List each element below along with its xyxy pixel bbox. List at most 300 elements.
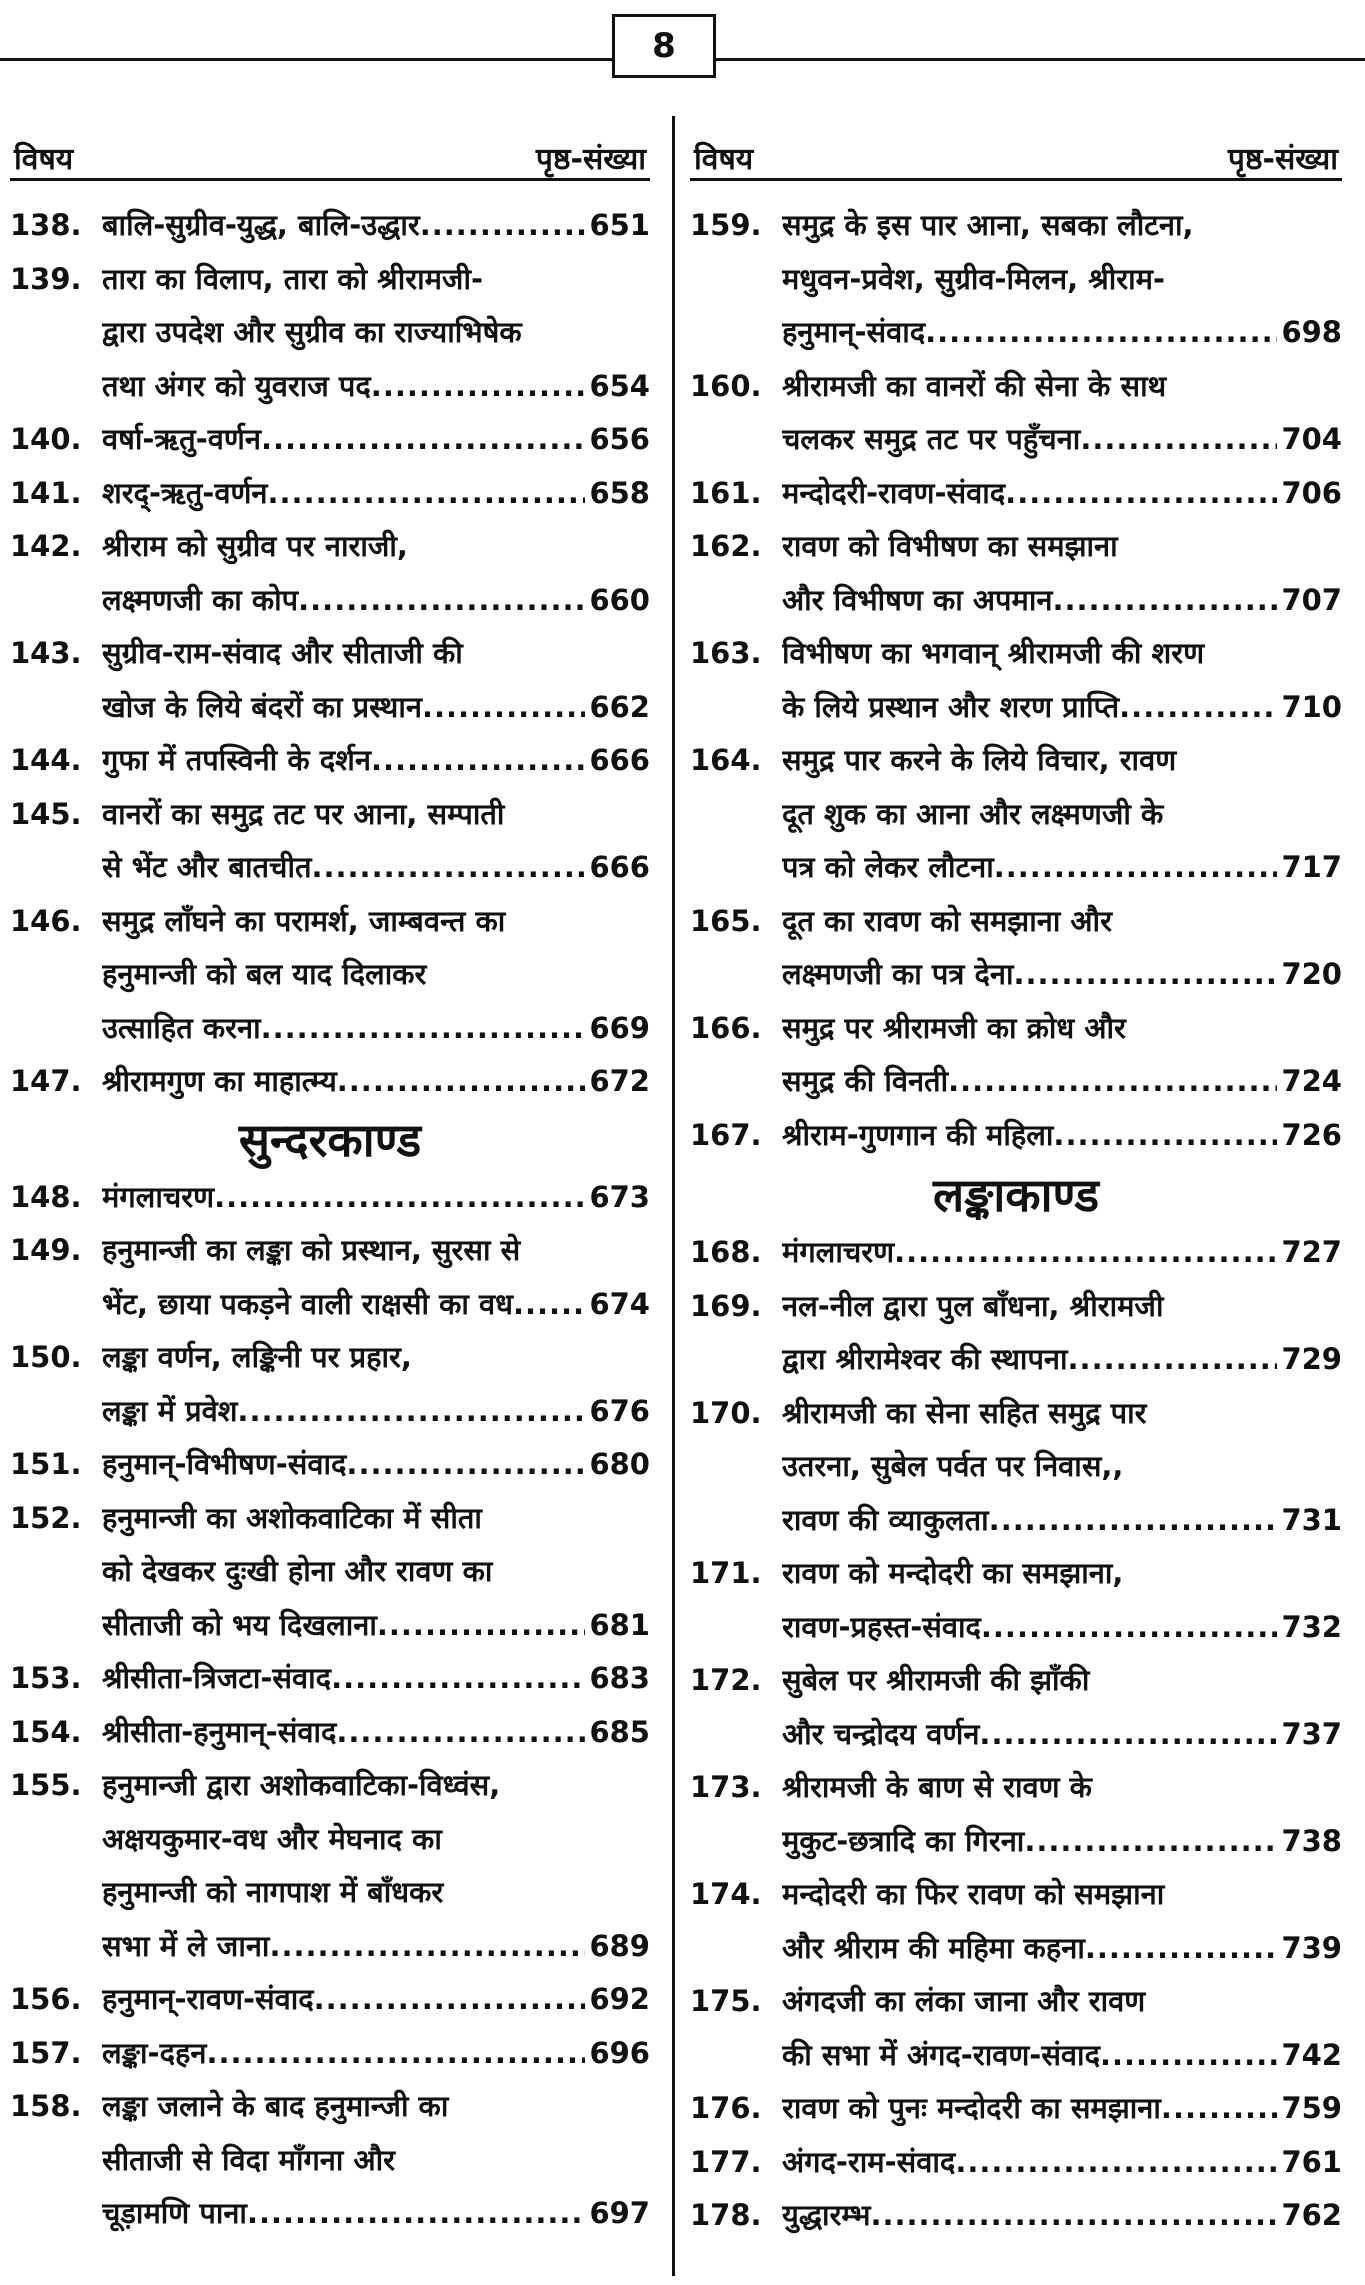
toc-entry (690, 1547, 1342, 1654)
entry-page: 666 (589, 850, 650, 884)
toc-entry (10, 1492, 650, 1653)
entry-page: 673 (589, 1179, 650, 1214)
entry-title: सीताजी से विदा माँगना और (102, 2142, 396, 2177)
entry-page: 674 (589, 1286, 650, 1321)
toc-entry (10, 788, 650, 895)
entry-line (782, 2082, 1342, 2136)
entry-body (102, 734, 650, 788)
entry-page: 707 (1281, 582, 1342, 617)
entry-page: 680 (589, 1447, 650, 1481)
entry-title: बालि-सुग्रीव-युद्ध, बालि-उद्धार (102, 208, 420, 242)
left-column (10, 118, 650, 2241)
entry-line (782, 948, 1342, 1002)
entry-line (782, 1654, 1342, 1708)
entry-line (782, 413, 1342, 467)
entry-line (782, 467, 1342, 521)
entry-number: 158. (10, 2089, 82, 2123)
toc-entry (10, 1652, 650, 1706)
entry-body (102, 1224, 650, 1331)
entry-number: 141. (10, 475, 82, 510)
section-title: लङ्काकाण्ड (933, 1168, 1099, 1222)
entry-page: 672 (589, 1064, 650, 1098)
entry-title: गुफा में तपस्विनी के दर्शन (102, 743, 371, 777)
entry-body (782, 2082, 1342, 2136)
entry-number: 169. (690, 1288, 762, 1323)
dot-leader (420, 199, 586, 253)
entry-body (782, 1654, 1342, 1761)
dot-leader (247, 2187, 586, 2241)
entry-page: 660 (589, 582, 650, 617)
entry-line (782, 1002, 1342, 1056)
entry-number: 157. (10, 2035, 82, 2070)
dot-leader (1052, 574, 1277, 628)
entry-page: 762 (1281, 2198, 1342, 2232)
toc-entry (690, 2189, 1342, 2243)
entry-body (782, 1868, 1342, 1975)
subject-heading: विषय (694, 142, 754, 177)
entry-body (782, 1547, 1342, 1654)
entry-line (782, 734, 1342, 788)
dot-leader (1005, 467, 1277, 521)
entry-body (102, 1706, 650, 1760)
dot-leader (298, 574, 585, 628)
entry-line (782, 1440, 1342, 1494)
dot-leader (214, 1171, 585, 1225)
entry-body (102, 1171, 650, 1225)
dot-leader (1100, 2029, 1277, 2083)
entry-title: मन्दोदरी-रावण-संवाद (782, 475, 1006, 510)
entry-title: वानरों का समुद्र तट पर आना, सम्पाती (102, 796, 505, 831)
entry-title: श्रीराम-गुणगान की महिला (782, 1117, 1054, 1152)
entry-page: 759 (1281, 2091, 1342, 2125)
dot-leader (955, 2136, 1277, 2190)
header-rule-right (716, 58, 1365, 61)
entry-title: अंगदजी का लंका जाना और रावण (782, 1984, 1146, 2018)
entry-number: 161. (690, 475, 762, 510)
entry-title: से भेंट और बातचीत (102, 850, 312, 884)
entry-title: रावण को विभीषण का समझाना (782, 529, 1118, 563)
entry-title: श्रीसीता-त्रिजटा-संवाद (102, 1661, 332, 1695)
entry-title: के लिये प्रस्थान और शरण प्राप्ति (782, 689, 1120, 724)
entry-line (102, 199, 650, 253)
toc-entry (690, 2136, 1342, 2190)
entry-title: श्रीरामजी का सेना सहित समुद्र पार (782, 1395, 1147, 1430)
entry-body (782, 520, 1342, 627)
entry-line (102, 413, 650, 467)
entry-line (782, 895, 1342, 949)
dot-leader (377, 1599, 586, 1653)
entry-page: 666 (589, 743, 650, 777)
entry-page: 710 (1281, 689, 1342, 724)
entry-title: वर्षा-ऋतु-वर्णन (102, 422, 261, 456)
toc-entry (10, 1759, 650, 1973)
toc-entry (10, 2080, 650, 2241)
entry-number: 143. (10, 636, 82, 670)
entry-line (782, 1761, 1342, 1815)
toc-entry (690, 467, 1342, 521)
toc-entry (10, 413, 650, 467)
entry-line (102, 1652, 650, 1706)
entry-number: 142. (10, 529, 82, 563)
entry-body (102, 467, 650, 521)
toc-entry (690, 199, 1342, 360)
toc-entry (10, 734, 650, 788)
entry-line (102, 681, 650, 735)
entry-title: विभीषण का भगवान् श्रीरामजी की शरण (782, 636, 1205, 670)
dot-leader (314, 1973, 586, 2027)
entry-title: हनुमान्जी का लङ्का को प्रस्थान, सुरसा से (102, 1233, 521, 1267)
entry-body (102, 2080, 650, 2241)
entry-page: 654 (589, 368, 650, 403)
entry-number: 167. (690, 1117, 762, 1152)
entry-line (782, 788, 1342, 842)
entry-line (102, 1438, 650, 1492)
entry-line (782, 1333, 1342, 1387)
entry-title: खोज के लिये बंदरों का प्रस्थान (102, 689, 422, 724)
entry-body (782, 1761, 1342, 1868)
entry-line (102, 734, 650, 788)
page-number: 8 (612, 14, 716, 78)
entry-number: 154. (10, 1714, 82, 1749)
entry-body (102, 1759, 650, 1973)
entry-page: 738 (1281, 1823, 1342, 1858)
entry-line (102, 2027, 650, 2081)
toc-list (10, 199, 650, 1109)
column-header-rule (10, 178, 650, 181)
dot-leader (261, 1002, 586, 1056)
entry-title: रावण को पुनः मन्दोदरी का समझाना (782, 2091, 1161, 2125)
entry-title: अंगद-राम-संवाद (782, 2144, 956, 2179)
entry-title: लङ्का-दहन (102, 2035, 207, 2070)
dot-leader (268, 467, 586, 521)
entry-body (782, 1002, 1342, 1109)
entry-body (102, 627, 650, 734)
entry-title: चूड़ामणि पाना (102, 2196, 247, 2230)
entry-title: समुद्र की विनती (782, 1064, 949, 1098)
dot-leader (1085, 1922, 1278, 1976)
entry-number: 163. (690, 636, 762, 670)
entry-line (102, 306, 650, 360)
entry-page: 737 (1281, 1716, 1342, 1751)
entry-title: की सभा में अंगद-रावण-संवाद (782, 2037, 1100, 2072)
entry-number: 147. (10, 1064, 82, 1098)
entry-body (782, 467, 1342, 521)
dot-leader (1080, 413, 1277, 467)
entry-page: 676 (589, 1393, 650, 1428)
toc-entry (690, 627, 1342, 734)
dot-leader (206, 2027, 585, 2081)
entry-page: 726 (1281, 1117, 1342, 1152)
entry-number: 171. (690, 1556, 762, 1590)
dot-leader (981, 1601, 1278, 1655)
entry-title: दूत शुक का आना और लक्ष्मणजी के (782, 796, 1164, 831)
dot-leader (948, 1055, 1277, 1109)
entry-number: 175. (690, 1984, 762, 2018)
entry-body (782, 1387, 1342, 1548)
entry-line (102, 1545, 650, 1599)
dot-leader (925, 306, 1277, 360)
entry-number: 166. (690, 1010, 762, 1045)
entry-line (782, 841, 1342, 895)
entry-title: समुद्र लाँघने का परामर्श, जाम्बवन्त का (102, 903, 506, 938)
entry-title: सुबेल पर श्रीरामजी की झाँकी (782, 1663, 1090, 1697)
entry-line (782, 1922, 1342, 1976)
entry-page: 681 (589, 1607, 650, 1642)
entry-body (102, 1055, 650, 1109)
entry-line (102, 1224, 650, 1278)
right-column (690, 118, 1342, 2243)
entry-line (102, 1278, 650, 1332)
entry-line (102, 841, 650, 895)
entry-title: द्वारा उपदेश और सुग्रीव का राज्याभिषेक (102, 315, 522, 349)
entry-line (102, 2134, 650, 2188)
entry-title: चलकर समुद्र तट पर पहुँचना (782, 422, 1081, 456)
entry-body (102, 1492, 650, 1653)
entry-number: 151. (10, 1447, 82, 1481)
entry-title: रावण-प्रहस्त-संवाद (782, 1609, 981, 1644)
entry-page: 729 (1281, 1342, 1342, 1376)
toc-entry (10, 1224, 650, 1331)
subject-heading: विषय (14, 142, 74, 177)
column-header (690, 118, 1342, 178)
entry-line (102, 1920, 650, 1974)
dot-leader (331, 1652, 585, 1706)
entry-title: मन्दोदरी का फिर रावण को समझाना (782, 1877, 1165, 1911)
entry-line (102, 467, 650, 521)
toc-entry (10, 1706, 650, 1760)
entry-number: 146. (10, 903, 82, 938)
toc-entry (10, 1973, 650, 2027)
entry-body (782, 2189, 1342, 2243)
entry-number: 153. (10, 1661, 82, 1695)
entry-title: युद्धारम्भ (782, 2198, 871, 2232)
entry-line (782, 1601, 1342, 1655)
column-header-rule (690, 178, 1342, 181)
entry-title: श्रीरामगुण का माहात्म्य (102, 1064, 337, 1098)
entry-body (782, 627, 1342, 734)
entry-line (102, 520, 650, 574)
entry-title: मुकुट-छत्रादि का गिरना (782, 1823, 1025, 1858)
dot-leader (1068, 1333, 1278, 1387)
toc-entry (10, 627, 650, 734)
toc-entry (690, 1280, 1342, 1387)
page-count-heading: पृष्ठ-संख्या (1227, 142, 1338, 177)
entry-title: उत्साहित करना (102, 1010, 261, 1045)
toc-entry (690, 1761, 1342, 1868)
entry-body (782, 1975, 1342, 2082)
header-rule-left (0, 58, 612, 61)
entry-page: 685 (589, 1714, 650, 1749)
entry-page: 761 (1281, 2144, 1342, 2179)
dot-leader (1053, 1109, 1277, 1163)
entry-line (102, 360, 650, 414)
entry-number: 150. (10, 1340, 82, 1374)
entry-title: श्रीराम को सुग्रीव पर नाराजी, (102, 529, 408, 563)
entry-number: 159. (690, 208, 762, 242)
entry-line (102, 1759, 650, 1813)
entry-title: सभा में ले जाना (102, 1928, 270, 1963)
entry-body (782, 895, 1342, 1002)
entry-line (102, 1973, 650, 2027)
dot-leader (989, 1494, 1278, 1548)
dot-leader (422, 681, 586, 735)
entry-title: समुद्र पर श्रीरामजी का क्रोध और (782, 1010, 1126, 1045)
entry-title: रावण की व्याकुलता (782, 1502, 989, 1537)
dot-leader (261, 413, 586, 467)
entry-title: लङ्का में प्रवेश (102, 1393, 238, 1428)
entry-line (782, 1280, 1342, 1334)
dot-leader (870, 2189, 1277, 2243)
entry-title: शरद्-ऋतु-वर्णन (102, 475, 268, 510)
dot-leader (1024, 1815, 1277, 1869)
section-title: सुन्दरकाण्ड (238, 1112, 422, 1167)
entry-line (782, 1055, 1342, 1109)
toc-entry (690, 1226, 1342, 1280)
toc-entry (10, 1438, 650, 1492)
entry-page: 698 (1281, 315, 1342, 349)
entry-line (782, 1109, 1342, 1163)
entry-page: 669 (589, 1010, 650, 1045)
entry-number: 149. (10, 1233, 82, 1267)
entry-number: 155. (10, 1768, 82, 1802)
dot-leader (336, 1706, 585, 1760)
toc-entry (690, 1109, 1342, 1163)
entry-number: 168. (690, 1235, 762, 1269)
entry-title: श्रीरामजी का वानरों की सेना के साथ (782, 368, 1167, 403)
entry-line (782, 2136, 1342, 2190)
entry-line (102, 2187, 650, 2241)
entry-line (102, 1002, 650, 1056)
toc-entry (10, 199, 650, 253)
entry-number: 172. (690, 1663, 762, 1697)
entry-line (102, 895, 650, 949)
dot-leader (371, 734, 586, 788)
entry-body (102, 520, 650, 627)
entry-body (102, 1973, 650, 2027)
entry-number: 170. (690, 1395, 762, 1430)
entry-line (782, 1226, 1342, 1280)
entry-line (102, 1171, 650, 1225)
dot-leader (311, 841, 585, 895)
entry-line (102, 253, 650, 307)
entry-title: लक्ष्मणजी का पत्र देना (782, 957, 1014, 991)
entry-page: 742 (1281, 2037, 1342, 2072)
entry-body (782, 1109, 1342, 1163)
entry-line (782, 1547, 1342, 1601)
toc-entry (10, 1055, 650, 1109)
entry-body (102, 1438, 650, 1492)
entry-body (782, 360, 1342, 467)
entry-line (782, 360, 1342, 414)
toc-list (690, 199, 1342, 1162)
entry-body (102, 2027, 650, 2081)
entry-body (102, 895, 650, 1056)
entry-title: हनुमान्-विभीषण-संवाद (102, 1447, 347, 1481)
toc-entry (10, 2027, 650, 2081)
entry-title: सुग्रीव-राम-संवाद और सीताजी की (102, 636, 463, 670)
entry-page: 704 (1281, 422, 1342, 456)
entry-title: सीताजी को भय दिखलाना (102, 1607, 377, 1642)
toc-entry (690, 1002, 1342, 1109)
entry-line (782, 2189, 1342, 2243)
dot-leader (894, 1226, 1277, 1280)
entry-line (102, 788, 650, 842)
entry-line (782, 1975, 1342, 2029)
entry-body (782, 734, 1342, 895)
entry-line (782, 681, 1342, 735)
entry-page: 727 (1281, 1235, 1342, 1269)
entry-title: तथा अंगर को युवराज पद (102, 368, 371, 403)
entry-number: 178. (690, 2198, 762, 2232)
entry-line (782, 253, 1342, 307)
toc-entry (10, 1331, 650, 1438)
entry-number: 145. (10, 796, 82, 831)
entry-body (102, 199, 650, 253)
toc-entry (690, 895, 1342, 1002)
entry-line (782, 2029, 1342, 2083)
dot-leader (371, 360, 586, 414)
entry-line (102, 574, 650, 628)
entry-page: 731 (1281, 1502, 1342, 1537)
entry-title: नल-नील द्वारा पुल बाँधना, श्रीरामजी (782, 1288, 1164, 1323)
dot-leader (513, 1278, 586, 1332)
entry-number: 160. (690, 368, 762, 403)
entry-title: दूत का रावण को समझाना और (782, 903, 1112, 938)
entry-title: उतरना, सुबेल पर्वत पर निवास,, (782, 1449, 1124, 1483)
dot-leader (979, 1708, 1277, 1762)
entry-body (782, 199, 1342, 360)
entry-title: समुद्र पार करने के लिये विचार, रावण (782, 743, 1177, 777)
entry-page: 732 (1281, 1609, 1342, 1644)
entry-page: 689 (589, 1928, 650, 1963)
entry-number: 165. (690, 903, 762, 938)
entry-title: लङ्का वर्णन, लङ्किनी पर प्रहार, (102, 1340, 412, 1374)
entry-title: रावण को मन्दोदरी का समझाना, (782, 1556, 1124, 1590)
dot-leader (237, 1385, 585, 1439)
toc-entry (690, 1975, 1342, 2082)
entry-title: हनुमान्जी को नागपाश में बाँधकर (102, 1875, 444, 1909)
entry-line (102, 1599, 650, 1653)
dot-leader (346, 1438, 585, 1492)
entry-page: 658 (589, 475, 650, 510)
entry-number: 156. (10, 1982, 82, 2016)
dot-leader (994, 841, 1278, 895)
entry-title: पत्र को लेकर लौटना (782, 850, 994, 884)
entry-title: मंगलाचरण (782, 1235, 895, 1269)
entry-line (782, 1815, 1342, 1869)
toc-entry (10, 1171, 650, 1225)
entry-line (782, 1868, 1342, 1922)
entry-line (102, 2080, 650, 2134)
entry-title: हनुमान्-संवाद (782, 315, 926, 349)
toc-entry (690, 1654, 1342, 1761)
entry-line (102, 1866, 650, 1920)
entry-page: 692 (589, 1982, 650, 2016)
entry-title: श्रीरामजी के बाण से रावण के (782, 1770, 1092, 1804)
entry-number: 174. (690, 1877, 762, 1911)
entry-number: 138. (10, 208, 82, 242)
toc-entry (690, 2082, 1342, 2136)
entry-number: 176. (690, 2091, 762, 2125)
entry-line (102, 1813, 650, 1867)
entry-line (102, 1055, 650, 1109)
entry-title: को देखकर दुःखी होना और रावण का (102, 1554, 493, 1588)
entry-title: हनुमान्जी का अशोकवाटिका में सीता (102, 1500, 482, 1535)
entry-body (102, 253, 650, 414)
toc-entry (10, 895, 650, 1056)
entry-title: अक्षयकुमार-वध और मेघनाद का (102, 1821, 442, 1856)
column-divider (672, 116, 675, 2276)
